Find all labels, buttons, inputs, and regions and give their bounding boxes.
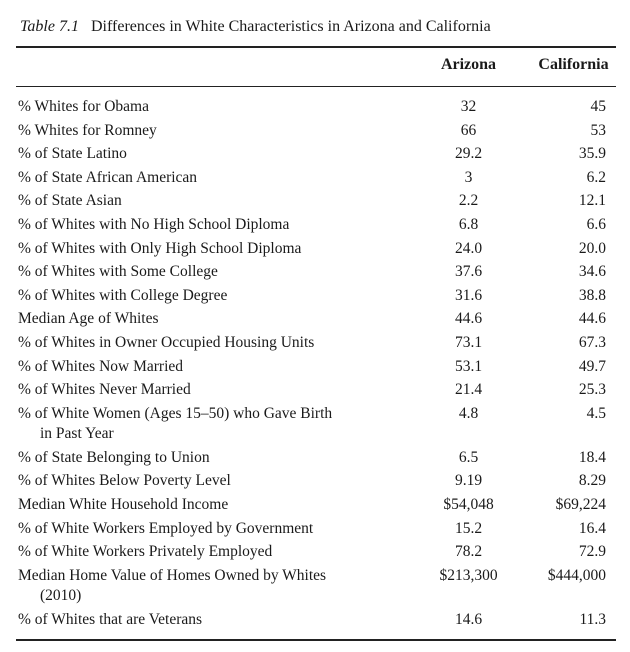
california-value: 8.29 [578, 472, 606, 490]
row-label [16, 309, 396, 333]
row-label [16, 471, 396, 495]
row-label-text: Median Home Value of Homes Owned by Whites [18, 566, 327, 584]
table-row [16, 121, 616, 145]
california-value: 18.4 [578, 448, 606, 466]
table-row [16, 286, 616, 310]
row-label [16, 404, 396, 448]
table-row [16, 357, 616, 381]
row-label-text: % of Whites that are Veterans [18, 610, 203, 628]
row-label [16, 448, 396, 472]
table-row [16, 404, 616, 448]
table-page [16, 18, 616, 641]
row-label [16, 357, 396, 381]
arizona-value: 4.8 [458, 404, 479, 422]
row-label-text: % Whites for Obama [18, 98, 149, 115]
row-label [16, 333, 396, 357]
row-label-text: % of State African American [18, 168, 198, 186]
table-row [16, 495, 616, 519]
california-value: $444,000 [547, 566, 606, 584]
row-label-text: % of White Women (Ages 15–50) who Gave Birth [18, 404, 333, 422]
arizona-value: 31.6 [454, 286, 483, 304]
arizona-value: 3 [464, 168, 473, 186]
california-value: 49.7 [578, 357, 606, 375]
arizona-value: 73.1 [454, 333, 483, 351]
table-row [16, 168, 616, 192]
california-value: 35.9 [578, 145, 606, 163]
row-label-text: % of State Asian [18, 192, 122, 210]
row-label-continuation: in Past Year [40, 424, 114, 442]
row-label [16, 519, 396, 543]
table-row [16, 333, 616, 357]
california-value: 6.6 [586, 215, 606, 233]
row-label [16, 262, 396, 286]
row-label [16, 168, 396, 192]
table-row [16, 239, 616, 263]
arizona-value: 15.2 [454, 519, 483, 537]
california-value: 53 [590, 121, 606, 139]
california-value: 25.3 [578, 381, 606, 399]
header-california: California [538, 56, 609, 73]
arizona-value: 6.5 [458, 448, 479, 466]
header-arizona: Arizona [440, 56, 497, 73]
row-label [16, 191, 396, 215]
row-label-text: % of Whites Never Married [18, 381, 191, 399]
arizona-value: 24.0 [454, 239, 483, 257]
arizona-value: 32 [460, 98, 477, 115]
row-label-continuation: (2010) [40, 586, 82, 604]
row-label-text: % of Whites with Only High School Diploma [18, 239, 302, 257]
arizona-value: $213,300 [439, 566, 498, 584]
arizona-value: 29.2 [454, 145, 483, 163]
california-value: 44.6 [578, 310, 606, 328]
row-label-text: Median White Household Income [18, 495, 229, 513]
row-label-text: Median Age of Whites [18, 310, 159, 328]
row-label-text: % of State Belonging to Union [18, 448, 210, 466]
header-row [16, 48, 616, 86]
table-row [16, 191, 616, 215]
row-label-text: % of State Latino [18, 145, 127, 163]
table-row [16, 519, 616, 543]
table-row [16, 144, 616, 168]
row-label [16, 286, 396, 310]
table-body [16, 87, 616, 639]
data-table-body [16, 87, 616, 639]
table-row [16, 87, 616, 121]
row-label-text: % of Whites with No High School Diploma [18, 215, 290, 233]
arizona-value: 37.6 [454, 263, 483, 281]
table-row [16, 215, 616, 239]
table-caption [20, 18, 616, 36]
california-value: 12.1 [578, 192, 606, 210]
arizona-value: 9.19 [454, 472, 483, 490]
arizona-value: 66 [460, 121, 477, 139]
california-value: 4.5 [586, 404, 606, 422]
header-label-cell [16, 48, 396, 86]
table-number: Table 7.1 [20, 18, 79, 35]
bottom-rule [16, 639, 616, 641]
arizona-value: 78.2 [454, 543, 483, 561]
row-label [16, 495, 396, 519]
california-value: 16.4 [578, 519, 606, 537]
california-value: 38.8 [578, 286, 606, 304]
arizona-value: 2.2 [458, 192, 479, 210]
arizona-value: 14.6 [454, 610, 483, 628]
row-label-text: % Whites for Romney [18, 121, 157, 139]
arizona-value: 53.1 [454, 357, 483, 375]
row-label-text: % of White Workers Employed by Government [18, 519, 314, 537]
row-label [16, 566, 396, 610]
table-row [16, 380, 616, 404]
row-label [16, 239, 396, 263]
table-row [16, 448, 616, 472]
california-value: 11.3 [579, 610, 606, 628]
table-row [16, 566, 616, 610]
row-label [16, 121, 396, 145]
california-value: 34.6 [578, 263, 606, 281]
table-title: Differences in White Characteristics in Arizona and California [90, 18, 491, 35]
row-label [16, 542, 396, 566]
arizona-value: 21.4 [454, 381, 483, 399]
california-value: 45 [590, 98, 606, 115]
arizona-value: 6.8 [458, 215, 479, 233]
table-row [16, 610, 616, 640]
california-value: 67.3 [578, 333, 606, 351]
table-row [16, 471, 616, 495]
california-value: 6.2 [586, 168, 606, 186]
row-label [16, 215, 396, 239]
data-table [16, 48, 616, 86]
california-value: 20.0 [578, 239, 606, 257]
row-label [16, 610, 396, 640]
row-label-text: % of Whites Below Poverty Level [18, 472, 231, 490]
row-label-text: % of Whites with College Degree [18, 286, 228, 304]
row-label-text: % of Whites in Owner Occupied Housing Units [18, 333, 315, 351]
arizona-value: 44.6 [454, 310, 483, 328]
table-row [16, 262, 616, 286]
row-label [16, 380, 396, 404]
table-row [16, 309, 616, 333]
row-label-text: % of Whites with Some College [18, 263, 218, 281]
row-label-text: % of White Workers Privately Employed [18, 543, 273, 561]
arizona-value: $54,048 [443, 495, 494, 513]
california-value: 72.9 [578, 543, 606, 561]
row-label-text: % of Whites Now Married [18, 357, 184, 375]
row-label [16, 144, 396, 168]
row-label [16, 87, 396, 121]
california-value: $69,224 [555, 495, 606, 513]
table-row [16, 542, 616, 566]
